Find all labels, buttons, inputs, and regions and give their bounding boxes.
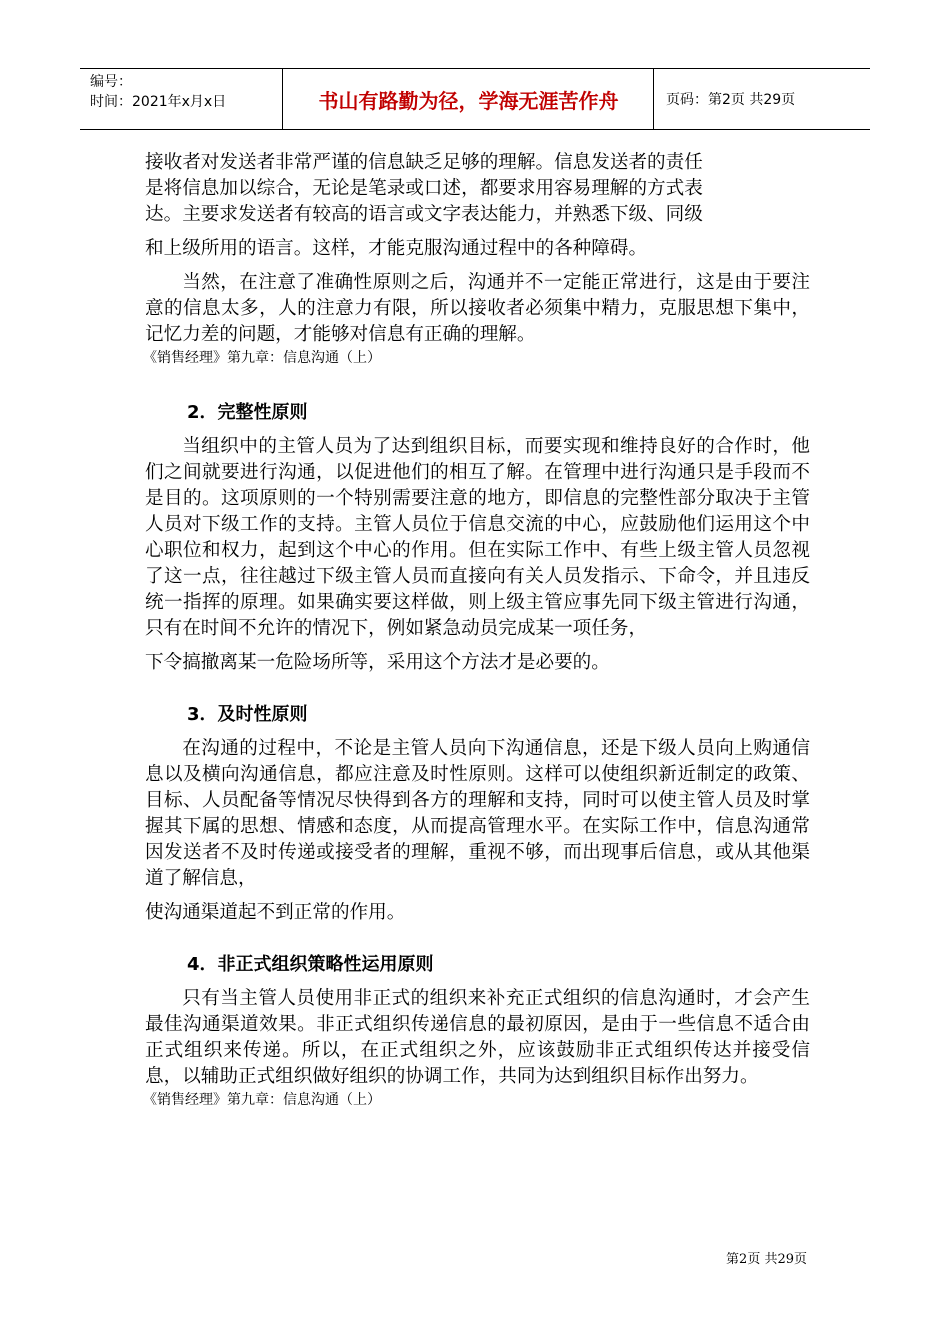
- paragraph: 在沟通的过程中，不论是主管人员向下沟通信息，还是下级人员向上购通信息以及横向沟通信息，都应注意及时性原则。这样可以使组织新近制定的政策、目标、人员配备等情况尽快得到各方的理解和支持，同时可以使主管人员及时掌握其下属的思想、情感和态度，从而提高管理水平。在实际工作中，信息沟通常因发送者不及时传递或接受者的理解，重视不够，而出现事后信息，或从其他渠道了解信息，: [145, 738, 810, 889]
- header-divider: [653, 69, 654, 129]
- header-motto: 书山有路勤为径，学海无涯苦作舟: [318, 88, 619, 113]
- paragraph-line: 达。主要求发送者有较高的语言或文字表达能力，并熟悉下级、同级: [145, 204, 703, 225]
- citation: 《销售经理》第九章：信息沟通（上）: [143, 350, 381, 366]
- header-table: [80, 68, 870, 130]
- section-heading: 4．非正式组织策略性运用原则: [187, 954, 434, 975]
- paragraph-line: 是将信息加以综合，无论是笔录或口述，都要求用容易理解的方式表: [145, 178, 703, 199]
- doc-time-label: 时间：2021年x月x日: [90, 94, 227, 110]
- doc-number-label: 编号：: [90, 74, 132, 90]
- header-divider: [282, 69, 283, 129]
- paragraph-line: 接收者对发送者非常严谨的信息缺乏足够的理解。信息发送者的责任: [145, 152, 703, 173]
- header-meta: [90, 72, 280, 112]
- paragraph: 当然，在注意了准确性原则之后，沟通并不一定能正常进行，这是由于要注意的信息太多，人的注意力有限，所以接收者必须集中精力，克服思想下集中，记忆力差的问题，才能够对信息有正确的理解。: [145, 272, 810, 345]
- paragraph: 只有当主管人员使用非正式的组织来补充正式组织的信息沟通时，才会产生最佳沟通渠道效果。非正式组织传递信息的最初原因，是由于一些信息不适合由正式组织来传递。所以，在正式组织之外，应该鼓励非正式组织传达并接受信息，以辅助正式组织做好组织的协调工作，共同为达到组织目标作出努力。: [145, 988, 810, 1087]
- paragraph: 当组织中的主管人员为了达到组织目标，而要实现和维持良好的合作时，他们之间就要进行沟通，以促进他们的相互了解。在管理中进行沟通只是手段而不是目的。这项原则的一个特别需要注意的地方，即信息的完整性部分取决于主管人员对下级工作的支持。主管人员位于信息交流的中心，应鼓励他们运用这个中心职位和权力，起到这个中心的作用。但在实际工作中、有些上级主管人员忽视了这一点，往往越过下级主管人员而直接向有关人员发指示、下命令，并且违反统一指挥的原理。如果确实要这样做，则上级主管应事先同下级主管进行沟通，只有在时间不允许的情况下，例如紧急动员完成某一项任务，: [145, 436, 810, 639]
- section-heading: 2．完整性原则: [187, 402, 308, 423]
- document-body: [145, 150, 810, 1110]
- citation: 《销售经理》第九章：信息沟通（上）: [143, 1092, 381, 1108]
- paragraph-line: 和上级所用的语言。这样，才能克服沟通过程中的各种障碍。: [145, 238, 648, 259]
- paragraph-line: 使沟通渠道起不到正常的作用。: [145, 902, 406, 923]
- header-page-info: 页码：第2页 共29页: [666, 92, 796, 108]
- section-heading: 3．及时性原则: [187, 704, 308, 725]
- page-footer: 第2页 共29页: [726, 1252, 807, 1267]
- paragraph-line: 下令搞撤离某一危险场所等，采用这个方法才是必要的。: [145, 652, 610, 673]
